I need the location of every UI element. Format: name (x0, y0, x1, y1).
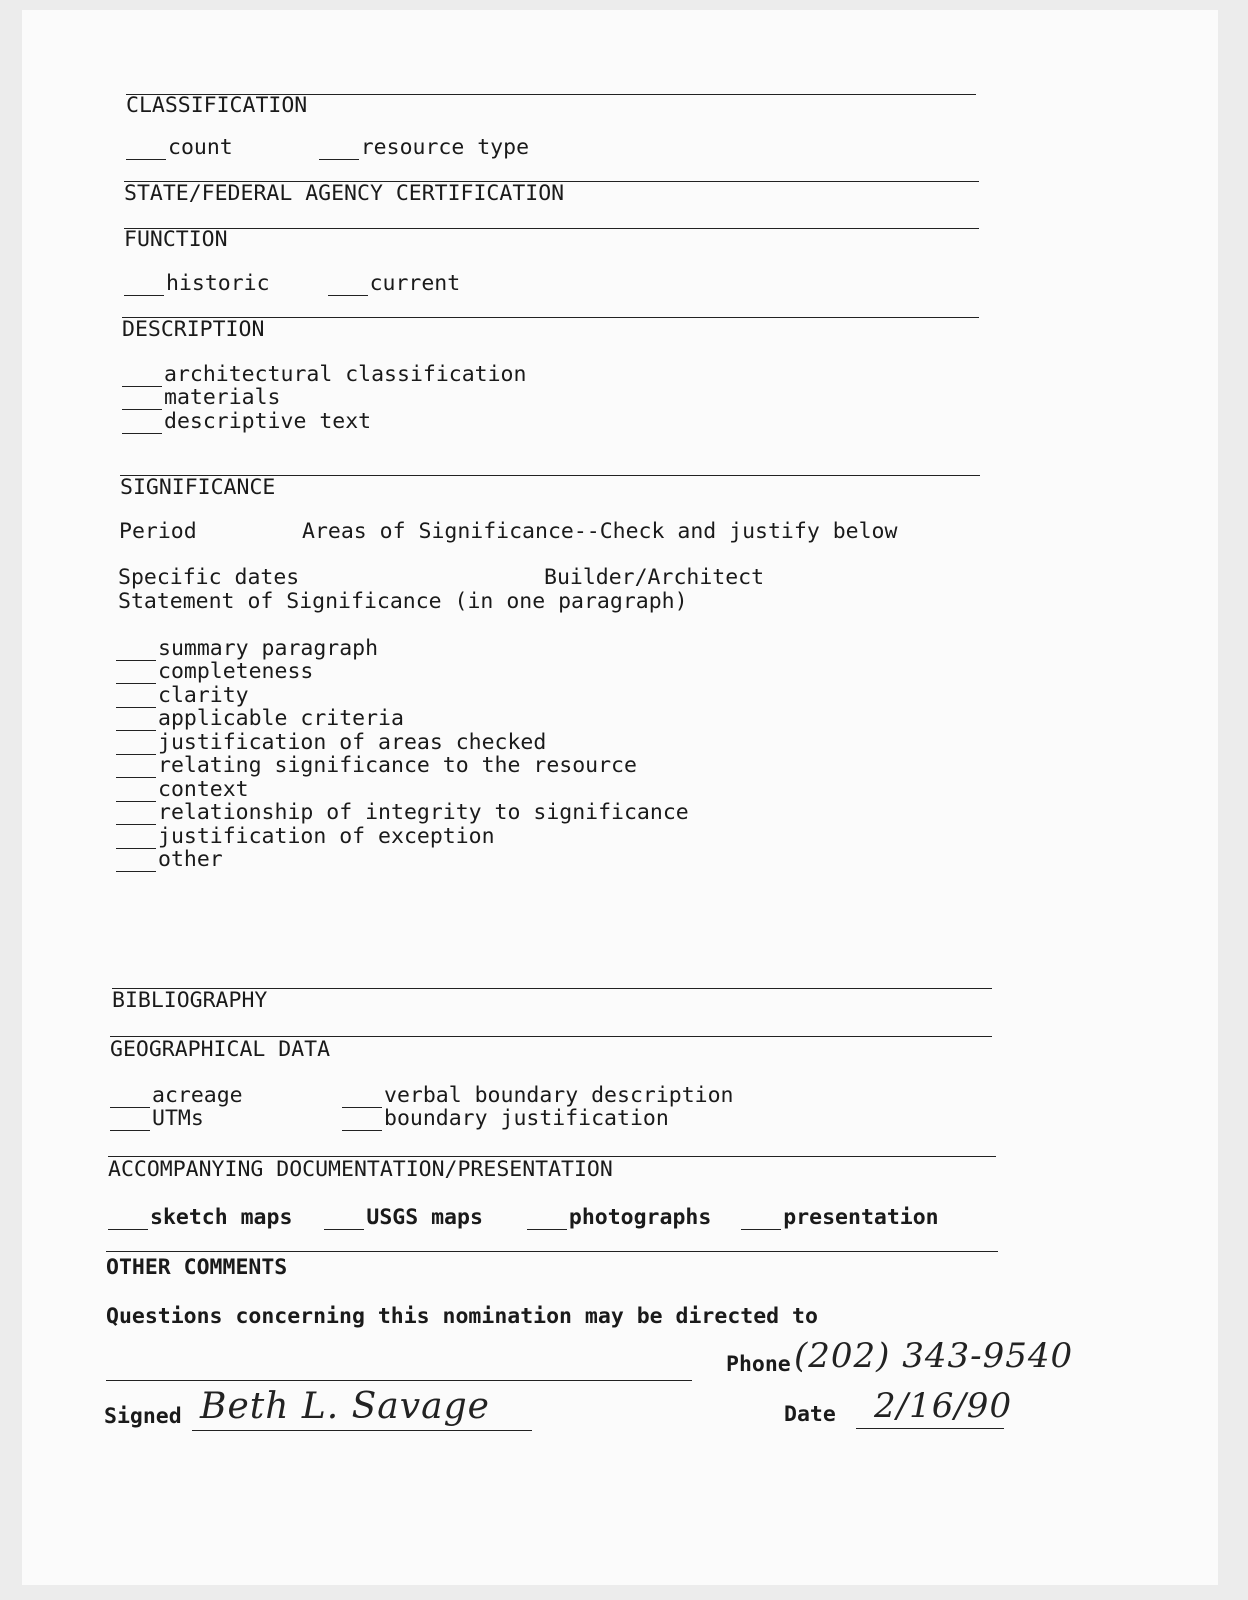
checkbox[interactable] (122, 413, 162, 434)
list-item: UTMs (110, 1108, 243, 1132)
phone-value: (202) 343-9540 (794, 1336, 1074, 1376)
checkbox[interactable] (116, 804, 156, 825)
classification-heading: CLASSIFICATION (126, 93, 308, 118)
period-label: Period (119, 519, 197, 544)
contact-name-line[interactable] (106, 1380, 692, 1381)
checkbox[interactable] (116, 687, 156, 708)
resource-type-label: resource type (360, 135, 530, 160)
checkbox[interactable] (122, 366, 162, 387)
historic-label: historic (166, 271, 270, 296)
sketch-maps-label: sketch maps (150, 1205, 293, 1230)
accompanying-options (108, 1206, 939, 1230)
list-item: materials (122, 387, 526, 411)
geographical-heading: GEOGRAPHICAL DATA (110, 1037, 331, 1062)
boundary-justification-checkbox[interactable] (342, 1110, 382, 1131)
current-checkbox[interactable] (328, 275, 368, 296)
count-label: count (168, 135, 233, 160)
comments-heading: OTHER COMMENTS (106, 1255, 288, 1280)
list-item: justification of exception (116, 825, 689, 849)
list-item: verbal boundary description (342, 1084, 734, 1108)
list-item: descriptive text (122, 410, 526, 434)
list-item: architectural classification (122, 363, 526, 387)
signature-line[interactable] (192, 1430, 532, 1431)
specific-dates-label: Specific dates (118, 565, 300, 590)
questions-text: Questions concerning this nomination may be directed to (106, 1304, 818, 1329)
sketch-maps-checkbox[interactable] (108, 1209, 148, 1230)
list-item: acreage (110, 1084, 243, 1108)
signature: Beth L. Savage (200, 1386, 490, 1427)
description-list (122, 363, 526, 434)
checkbox[interactable] (122, 389, 162, 410)
date-line[interactable] (856, 1428, 1004, 1429)
section-rule (124, 228, 979, 229)
historic-checkbox[interactable] (124, 275, 164, 296)
phone-label: Phone (726, 1352, 791, 1377)
list-item: completeness (116, 661, 689, 685)
date-value: 2/16/90 (874, 1386, 1013, 1426)
function-heading: FUNCTION (124, 227, 228, 252)
usgs-maps-label: USGS maps (366, 1205, 483, 1230)
certification-heading: STATE/FEDERAL AGENCY CERTIFICATION (124, 181, 565, 206)
significance-list (116, 637, 689, 872)
geo-left-list (110, 1084, 243, 1131)
list-item: relationship of integrity to significance (116, 802, 689, 826)
checkbox[interactable] (116, 757, 156, 778)
list-item: justification of areas checked (116, 731, 689, 755)
current-label: current (369, 271, 461, 296)
checkbox[interactable] (116, 640, 156, 661)
description-heading: DESCRIPTION (122, 317, 265, 342)
list-item: clarity (116, 684, 689, 708)
significance-heading: SIGNIFICANCE (120, 475, 276, 500)
checkbox[interactable] (116, 710, 156, 731)
checkbox[interactable] (116, 663, 156, 684)
acreage-checkbox[interactable] (110, 1087, 150, 1108)
list-item: relating significance to the resource (116, 755, 689, 779)
list-item: context (116, 778, 689, 802)
verbal-boundary-checkbox[interactable] (342, 1087, 382, 1108)
builder-label: Builder/Architect (544, 565, 765, 590)
usgs-maps-checkbox[interactable] (324, 1209, 364, 1230)
count-checkbox[interactable] (126, 139, 166, 160)
list-item: applicable criteria (116, 708, 689, 732)
statement-label: Statement of Significance (in one paragraph) (118, 589, 688, 614)
checkbox[interactable] (116, 851, 156, 872)
list-item: other (116, 849, 689, 873)
accompanying-heading: ACCOMPANYING DOCUMENTATION/PRESENTATION (108, 1157, 613, 1182)
resource-type-checkbox[interactable] (319, 139, 359, 160)
bibliography-heading: BIBLIOGRAPHY (112, 988, 268, 1013)
date-label: Date (784, 1402, 836, 1427)
section-rule (106, 1251, 998, 1252)
signed-label: Signed (104, 1404, 182, 1429)
areas-label: Areas of Significance--Check and justify below (302, 519, 898, 544)
classification-options (126, 136, 529, 160)
checkbox[interactable] (116, 781, 156, 802)
photographs-label: photographs (568, 1205, 712, 1230)
presentation-label: presentation (783, 1205, 939, 1230)
function-options (124, 272, 460, 296)
checkbox[interactable] (116, 828, 156, 849)
form-page (22, 10, 1218, 1585)
list-item: boundary justification (342, 1108, 734, 1132)
list-item: summary paragraph (116, 637, 689, 661)
utms-checkbox[interactable] (110, 1110, 150, 1131)
geo-right-list (342, 1084, 734, 1131)
checkbox[interactable] (116, 734, 156, 755)
photographs-checkbox[interactable] (527, 1209, 567, 1230)
presentation-checkbox[interactable] (741, 1209, 781, 1230)
